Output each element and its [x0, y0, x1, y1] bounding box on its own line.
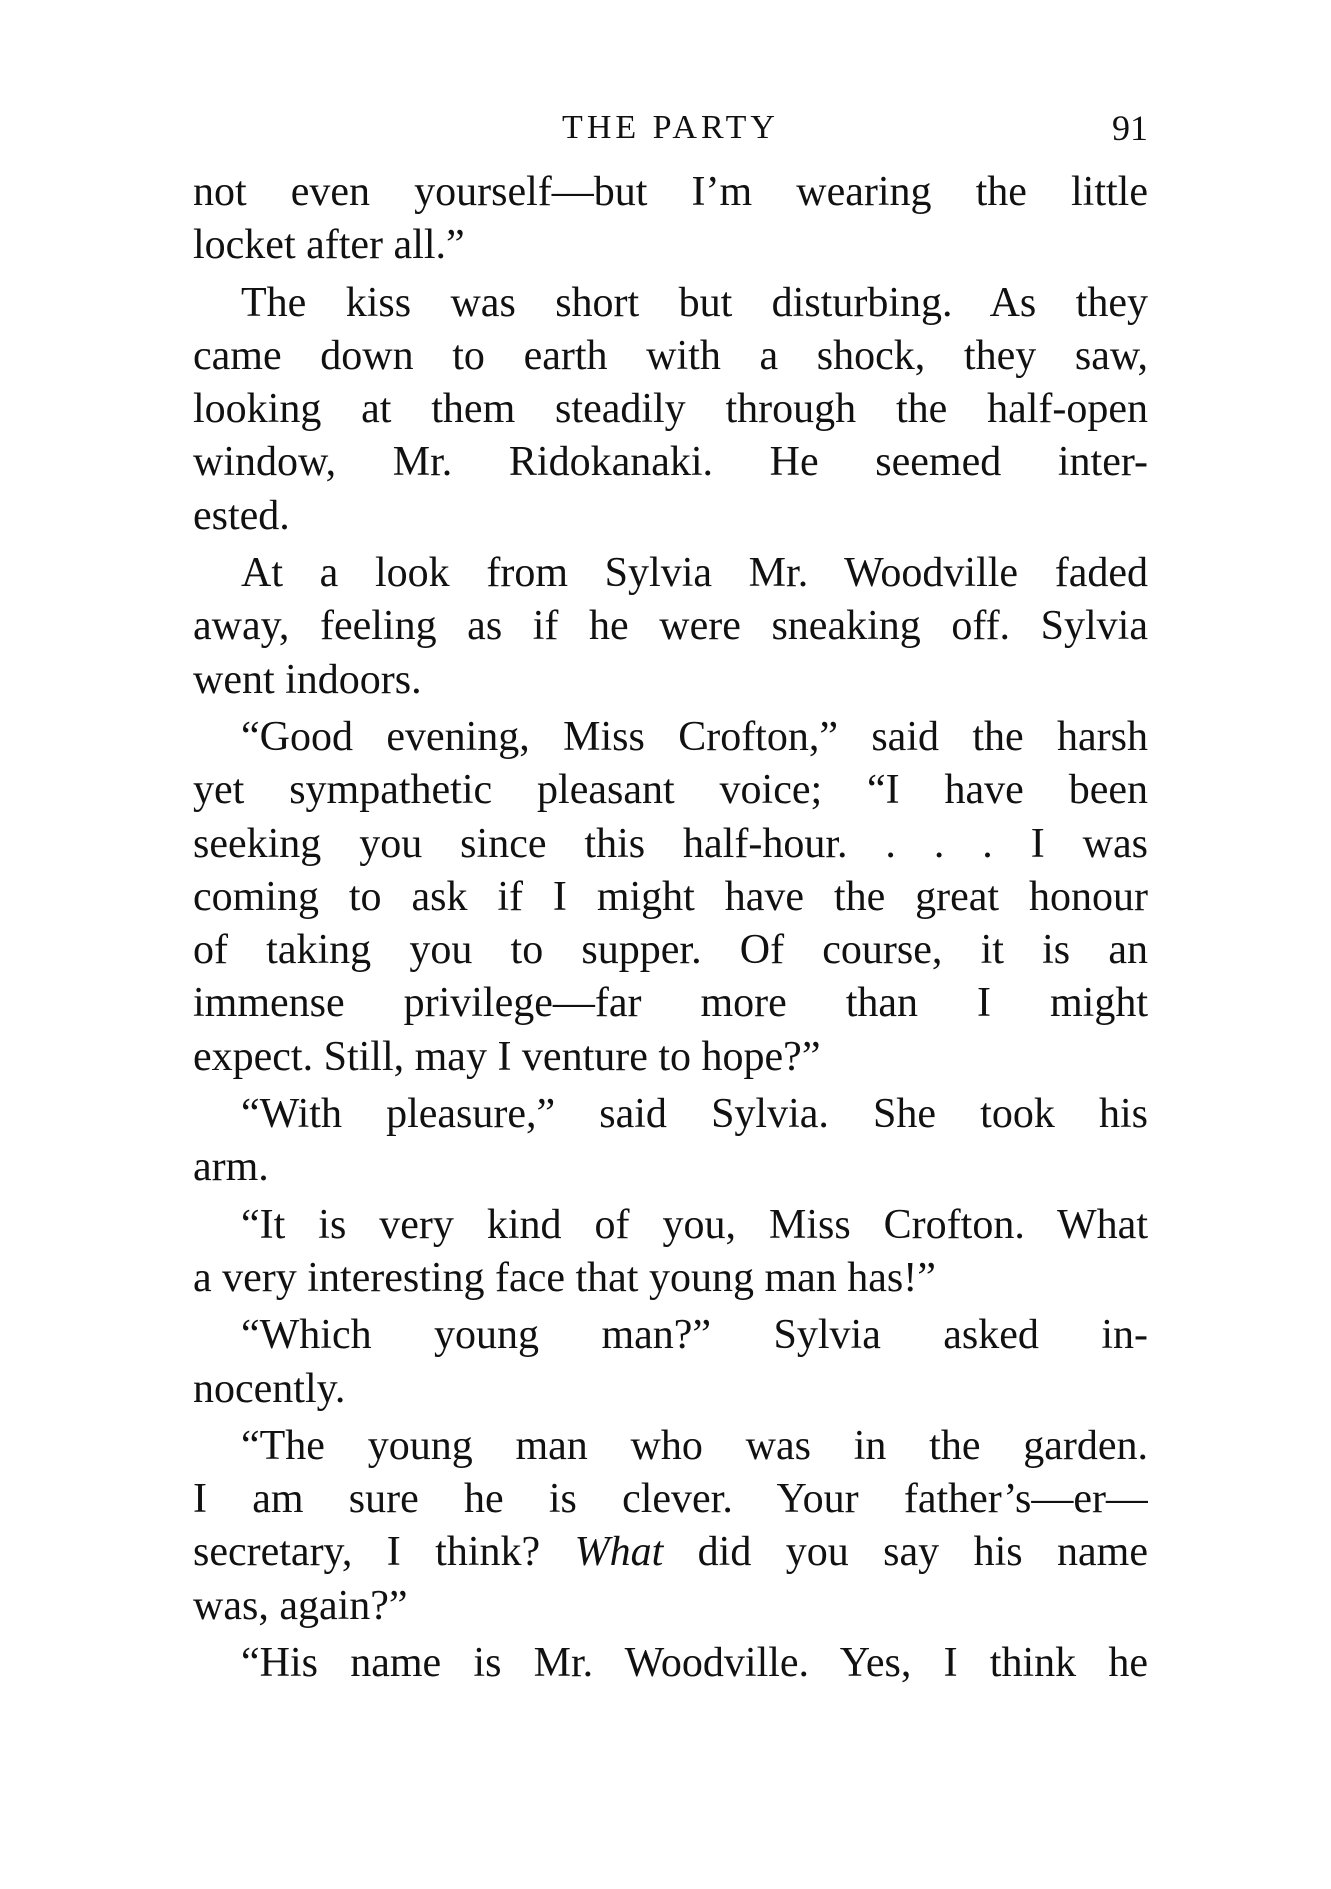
paragraph	[193, 277, 1148, 543]
text-line: coming to ask if I might have the great honour	[193, 873, 1148, 920]
text-line: not even yourself—but I’m wearing the little	[193, 169, 1148, 215]
paragraph	[193, 547, 1148, 707]
paragraph	[193, 1637, 1148, 1690]
text-line: “Good evening, Miss Crofton,” said the harsh	[241, 713, 1148, 760]
text-line: expect. Still, may I venture to hope?”	[193, 1033, 821, 1080]
text-line: “The young man who was in the garden.	[241, 1422, 1148, 1469]
running-head-title: THE PARTY	[562, 109, 779, 146]
paragraph	[193, 1309, 1148, 1416]
text-line: of taking you to supper. Of course, it is an	[193, 927, 1148, 974]
text-line: locket after all.”	[193, 222, 465, 269]
text-line: was, again?”	[193, 1582, 408, 1629]
text-line: “Which young man?” Sylvia asked in-	[241, 1312, 1148, 1359]
paragraph	[193, 1199, 1148, 1306]
text-line: At a look from Sylvia Mr. Woodville faded	[241, 550, 1148, 597]
text-line: secretary, I think? What did you say his name	[193, 1529, 1148, 1576]
text-line: ested.	[193, 492, 290, 539]
text-line: The kiss was short but disturbing. As they	[241, 279, 1148, 326]
text-line: a very interesting face that young man has!”	[193, 1254, 936, 1301]
paragraph	[193, 1088, 1148, 1195]
text-line: immense privilege—far more than I might	[193, 980, 1148, 1027]
text-line: “It is very kind of you, Miss Crofton. What	[241, 1201, 1148, 1248]
text-line: seeking you since this half-hour. . . . I was	[193, 820, 1148, 867]
text-line: “With pleasure,” said Sylvia. She took his	[241, 1091, 1148, 1138]
text-line: window, Mr. Ridokanaki. He seemed inter-	[193, 439, 1148, 486]
text-line: yet sympathetic pleasant voice; “I have been	[193, 767, 1148, 814]
page-number: 91	[1112, 108, 1148, 148]
running-head	[193, 103, 1148, 153]
text-line: away, feeling as if he were sneaking off. Sylvia	[193, 603, 1148, 650]
body-text	[193, 166, 1148, 1694]
text-line: arm.	[193, 1144, 269, 1191]
text-line: came down to earth with a shock, they saw,	[193, 332, 1148, 379]
paragraph	[193, 166, 1148, 273]
emphasis: What	[574, 1529, 664, 1576]
text-line: looking at them steadily through the half-open	[193, 386, 1148, 433]
text-line: nocently.	[193, 1365, 346, 1412]
text-line: I am sure he is clever. Your father’s—er—	[193, 1476, 1148, 1523]
text-line: “His name is Mr. Woodville. Yes, I think he	[241, 1640, 1148, 1687]
paragraph	[193, 1420, 1148, 1633]
paragraph	[193, 711, 1148, 1084]
text-line: went indoors.	[193, 656, 422, 703]
